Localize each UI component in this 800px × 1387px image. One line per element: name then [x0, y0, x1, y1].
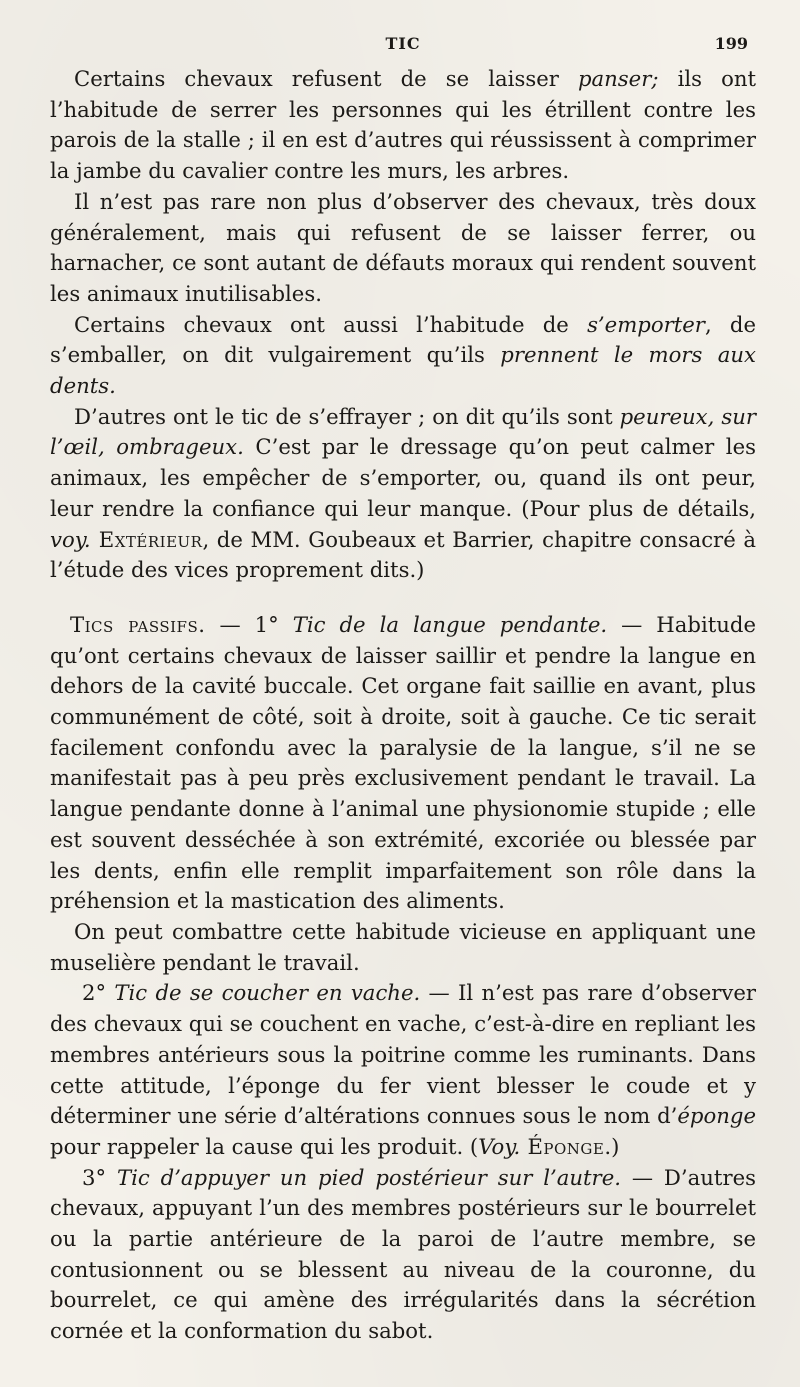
- paragraph: [50, 310, 756, 402]
- list-item: [50, 1163, 756, 1347]
- text-run: ils ont l’habitude de serrer les personnes qui les étrillent contre les parois de la stalle ; il en est d’autres qui réussissent à comprimer la jambe du cavalier contre les murs, les arbres.: [50, 66, 757, 184]
- text-run: — Habitude qu’ont certains chevaux de laisser saillir et pendre la langue en dehors de la cavité buccale. Cet organe fait saillie en avant, plus communément de côté, soit à droite, soit à gauche. Ce tic serait facilement confondu avec la paralysie de la langue, s’il ne se manifestait pas à peu près exclusivement pendant le travail. La langue pendante donne à l’animal une physionomie stupide ; elle est souvent desséchée à son extrémité, excoriée ou blessée par les dents, enfin elle remplit imparfaitement son rôle dans la préhension et la mastication des aliments.: [50, 611, 757, 914]
- text-run: Il n’est pas rare non plus d’observer des chevaux, très doux généralement, mais qui refusent de se laisser ferrer, ou harnacher, ce sont autant de défauts moraux qui rendent souvent les animaux inutilisables.: [50, 188, 756, 306]
- body-text: [50, 64, 756, 1347]
- italic-run: Voy.: [478, 1133, 521, 1159]
- list-item: [50, 978, 756, 1162]
- italic-run: voy.: [50, 526, 91, 552]
- running-head: [50, 30, 756, 64]
- paragraph: [50, 402, 756, 586]
- italic-run: prennent le mors aux dents.: [50, 342, 756, 399]
- paragraph: [50, 64, 756, 187]
- italic-run: s’emporter: [587, 311, 705, 337]
- paragraph: [50, 187, 756, 310]
- italic-run: éponge: [677, 1103, 756, 1129]
- text-run: On peut combattre cette habitude vicieuse en appliquant une muselière pendant le travail.: [50, 918, 756, 975]
- item-number: 3°: [82, 1164, 117, 1190]
- text-run: , de s’emballer, on dit vulgairement qu’ils: [50, 311, 756, 368]
- italic-run: Tic de la langue pendante.: [292, 611, 608, 637]
- small-caps-reference: Extérieur: [90, 526, 203, 552]
- italic-run: Tic d’appuyer un pied postérieur sur l’autre.: [116, 1164, 621, 1190]
- text-run: — 1°: [205, 611, 293, 637]
- italic-run: panser;: [577, 66, 659, 91]
- small-caps-reference: Éponge: [520, 1133, 605, 1159]
- text-run: pour rappeler la cause qui les produit. (: [50, 1133, 479, 1159]
- italic-run: peureux, sur l’œil, ombrageux.: [50, 403, 756, 460]
- section-paragraph: [50, 610, 756, 917]
- text-run: — Il n’est pas rare d’observer des chevaux qui se couchent en vache, c’est-à-dire en repliant les membres antérieurs sous la poitrine comme les ruminants. Dans cette attitude, l’éponge du fer vient blesser le coude et y déterminer une série d’altérations connues sous le nom d’: [50, 980, 757, 1129]
- page-number: 199: [714, 34, 748, 53]
- text-run: .): [604, 1133, 620, 1159]
- running-title: TIC: [385, 34, 421, 53]
- text-run: Certains chevaux ont aussi l’habitude de: [74, 311, 588, 337]
- text-run: D’autres ont le tic de s’effrayer ; on dit qu’ils sont: [74, 403, 620, 429]
- item-number: 2°: [82, 980, 115, 1006]
- italic-run: Tic de se coucher en vache.: [114, 980, 421, 1006]
- section-heading: Tics passifs.: [70, 611, 206, 637]
- text-run: Certains chevaux refusent de se laisser: [74, 66, 578, 91]
- paragraph: [50, 917, 756, 978]
- text-run: C’est par le dressage qu’on peut calmer les animaux, les empêcher de s’emporter, ou, quand ils ont peur, leur rendre la confiance qui leur manque. (Pour plus de détails,: [50, 434, 756, 521]
- text-run: , de MM. Goubeaux et Barrier, chapitre consacré à l’étude des vices proprement dits.): [50, 526, 756, 583]
- text-run: — D’autres chevaux, appuyant l’un des membres postérieurs sur le bourrelet ou la partie antérieure de la paroi de l’autre membre, se contusionnent ou se blessent au niveau de la couronne, du bourrelet, ce qui amène des irrégularités dans la sécrétion cornée et la conformation du sabot.: [50, 1164, 756, 1344]
